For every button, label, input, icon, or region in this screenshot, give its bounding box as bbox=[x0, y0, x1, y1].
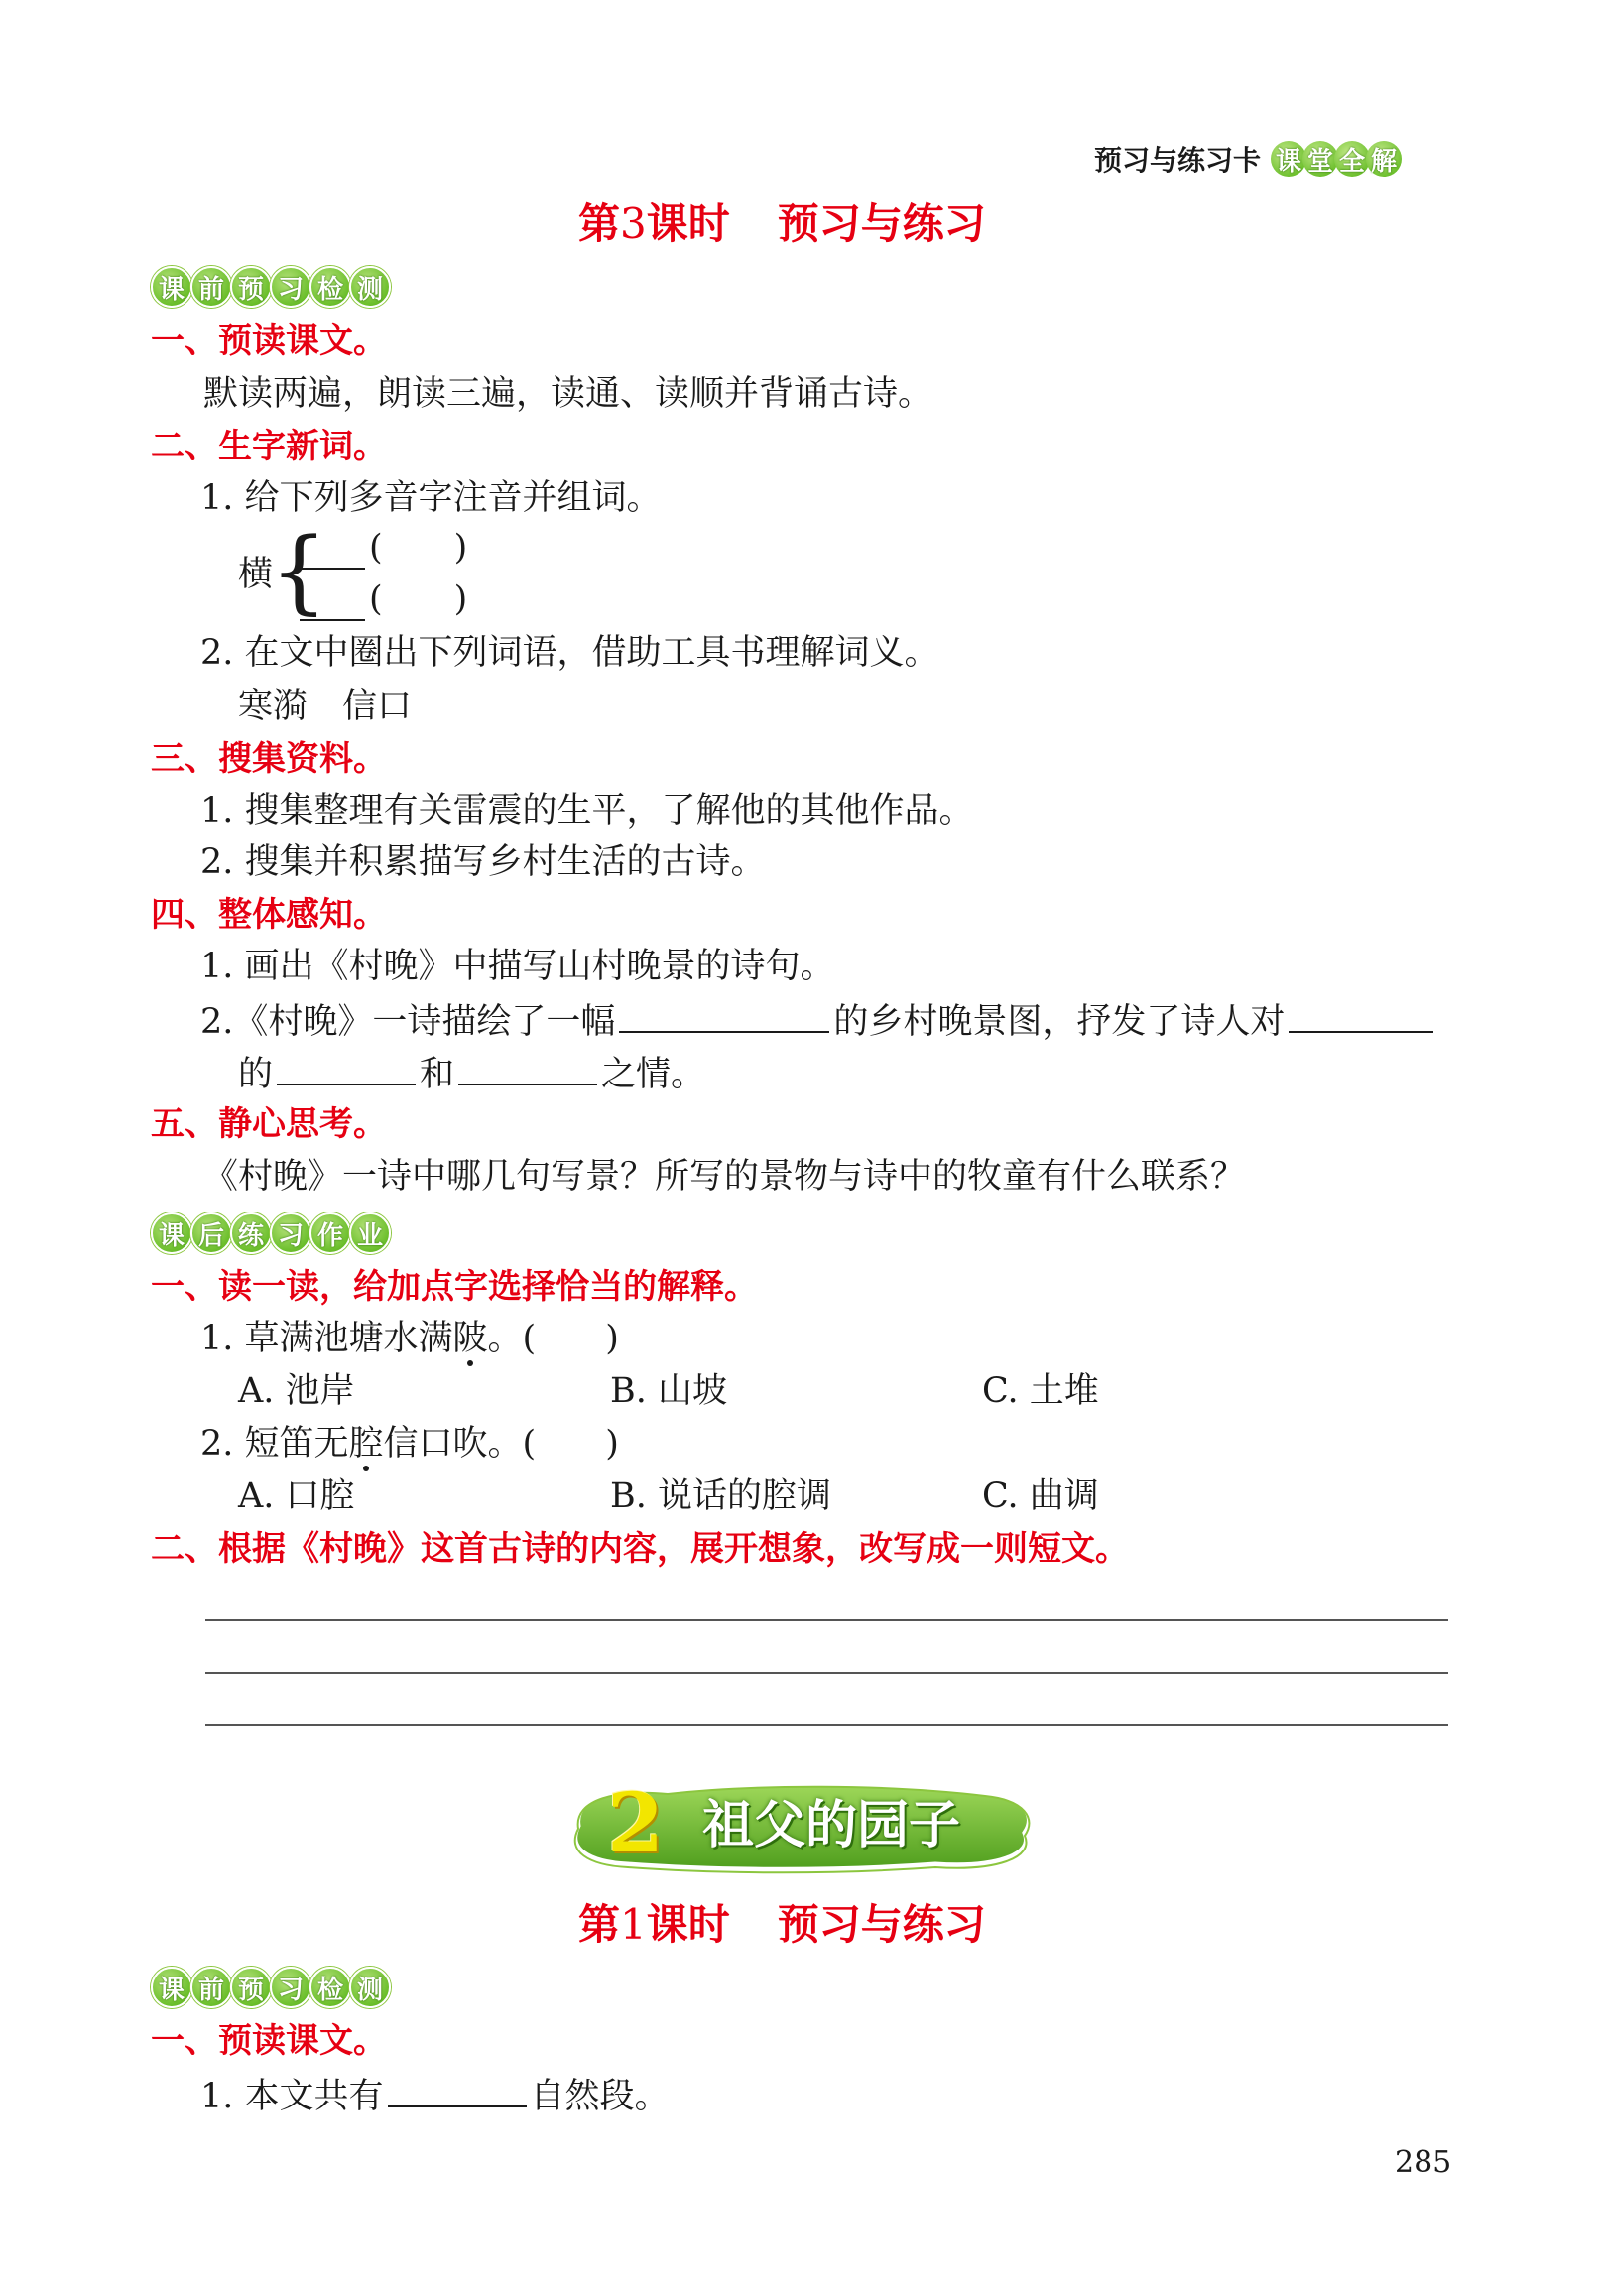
badge-char: 后 bbox=[190, 1212, 232, 1254]
badge-char: 习 bbox=[270, 266, 311, 308]
hw-option: A. 口腔 bbox=[238, 1476, 355, 1516]
badge-char: 课 bbox=[151, 1967, 192, 2008]
badge-char: 预 bbox=[230, 266, 272, 308]
header-badge bbox=[1271, 141, 1398, 177]
q1-heading: 一、预读课文。 bbox=[151, 321, 387, 361]
dotted-char: 陂 bbox=[452, 1319, 488, 1358]
q4-item-2-line-1 bbox=[200, 997, 1437, 1044]
q3-item-1: 1. 搜集整理有关雷震的生平，了解他的其他作品。 bbox=[200, 791, 974, 830]
badge-char: 检 bbox=[309, 1967, 351, 2008]
header-badge-char: 堂 bbox=[1302, 141, 1338, 177]
answer-blank[interactable] bbox=[277, 1050, 416, 1085]
hw-item-1 bbox=[200, 1317, 619, 1360]
q4-text-e: 之情。 bbox=[601, 1055, 706, 1094]
writing-line[interactable] bbox=[205, 1619, 1448, 1621]
paren-close: ) bbox=[453, 579, 468, 619]
writing-line[interactable] bbox=[205, 1724, 1448, 1726]
polyphone-line-1 bbox=[296, 526, 467, 570]
subtitle-post: 课时 bbox=[646, 1900, 730, 1949]
badge-char: 测 bbox=[349, 266, 391, 308]
page-number: 285 bbox=[1395, 2145, 1452, 2180]
q4-text-a: 2.《村晚》一诗描绘了一幅 bbox=[200, 1002, 616, 1042]
q2-item-1: 1. 给下列多音字注音并组词。 bbox=[200, 478, 662, 518]
lesson-number: 2 bbox=[607, 1776, 665, 1871]
hw-item-1-post: 。( ) bbox=[487, 1319, 619, 1358]
q2-item-2: 2. 在文中圈出下列词语，借助工具书理解词义。 bbox=[200, 633, 939, 673]
running-header bbox=[1094, 139, 1398, 179]
badge-char: 练 bbox=[230, 1212, 272, 1254]
dotted-char: 腔 bbox=[348, 1424, 384, 1464]
answer-blank[interactable] bbox=[619, 997, 829, 1033]
preview-badge bbox=[151, 266, 389, 308]
hw-item-2-pre: 2. 短笛无 bbox=[200, 1424, 349, 1464]
q4-text-b: 的乡村晚景图，抒发了诗人对 bbox=[833, 1002, 1286, 1042]
subtitle-num: 1 bbox=[620, 1900, 647, 1949]
polyphone-line-2 bbox=[296, 577, 467, 621]
badge-char: 预 bbox=[230, 1967, 272, 2008]
hw-option: B. 说话的腔调 bbox=[610, 1476, 831, 1516]
title-right: 预习与练习 bbox=[777, 199, 986, 248]
hw-heading-2: 二、根据《村晚》这首古诗的内容，展开想象，改写成一则短文。 bbox=[151, 1529, 1129, 1569]
badge-char: 检 bbox=[309, 266, 351, 308]
polyphone-char: 横 bbox=[238, 555, 274, 594]
answer-blank[interactable] bbox=[458, 1050, 597, 1085]
q4-item-2-line-2 bbox=[238, 1050, 705, 1096]
lesson2-q1-text-b: 自然段。 bbox=[530, 2077, 670, 2116]
header-text: 预习与练习卡 bbox=[1094, 144, 1262, 177]
header-badge-char: 解 bbox=[1366, 141, 1402, 177]
lesson2-q1-heading: 一、预读课文。 bbox=[151, 2021, 387, 2061]
lesson-title: 祖父的园子 bbox=[702, 1796, 961, 1855]
q1-text: 默读两遍，朗读三遍，读通、读顺并背诵古诗。 bbox=[203, 374, 933, 414]
badge-char: 习 bbox=[270, 1967, 311, 2008]
section-title bbox=[578, 198, 986, 250]
subtitle-right: 预习与练习 bbox=[777, 1900, 986, 1949]
q4-item-1: 1. 画出《村晚》中描写山村晚景的诗句。 bbox=[200, 947, 835, 986]
header-badge-char: 课 bbox=[1271, 141, 1306, 177]
answer-blank[interactable] bbox=[1289, 997, 1433, 1033]
hw-heading-1: 一、读一读，给加点字选择恰当的解释。 bbox=[151, 1267, 758, 1307]
paren-close: ) bbox=[453, 528, 468, 568]
hw-option: C. 土堆 bbox=[982, 1371, 1099, 1411]
badge-char: 课 bbox=[151, 266, 192, 308]
answer-blank[interactable] bbox=[388, 2072, 527, 2107]
q2-words: 寒漪 信口 bbox=[238, 687, 413, 726]
q4-text-c: 的 bbox=[238, 1055, 274, 1094]
paren-open: ( bbox=[369, 528, 383, 568]
q3-heading: 三、搜集资料。 bbox=[151, 739, 387, 779]
title-num: 3 bbox=[620, 199, 647, 248]
badge-char: 前 bbox=[190, 1967, 232, 2008]
badge-char: 业 bbox=[349, 1212, 391, 1254]
badge-char: 前 bbox=[190, 266, 232, 308]
subtitle-pre: 第 bbox=[578, 1900, 621, 1949]
preview-badge bbox=[151, 1967, 389, 2008]
writing-line[interactable] bbox=[205, 1672, 1448, 1674]
lesson2-q1-item-1 bbox=[200, 2072, 670, 2118]
q5-text: 《村晚》一诗中哪几句写景？所写的景物与诗中的牧童有什么联系？ bbox=[203, 1157, 1246, 1197]
hw-option: B. 山坡 bbox=[610, 1371, 727, 1411]
hw-item-2-post: 信口吹。( ) bbox=[383, 1424, 619, 1464]
q5-heading: 五、静心思考。 bbox=[151, 1104, 387, 1144]
badge-char: 作 bbox=[309, 1212, 351, 1254]
q4-heading: 四、整体感知。 bbox=[151, 895, 387, 935]
hw-option: A. 池岸 bbox=[238, 1371, 355, 1411]
q2-heading: 二、生字新词。 bbox=[151, 427, 387, 466]
homework-badge bbox=[151, 1212, 389, 1254]
title-post: 课时 bbox=[646, 199, 730, 248]
badge-char: 测 bbox=[349, 1967, 391, 2008]
paren-open: ( bbox=[369, 579, 383, 619]
lesson2-subtitle bbox=[578, 1899, 986, 1951]
hw-option: C. 曲调 bbox=[982, 1476, 1099, 1516]
lesson2-q1-text-a: 1. 本文共有 bbox=[200, 2077, 384, 2116]
brace: { bbox=[270, 518, 328, 624]
q3-item-2: 2. 搜集并积累描写乡村生活的古诗。 bbox=[200, 842, 766, 882]
hw-item-2 bbox=[200, 1422, 619, 1466]
header-badge-char: 全 bbox=[1334, 141, 1370, 177]
badge-char: 课 bbox=[151, 1212, 192, 1254]
hw-item-1-pre: 1. 草满池塘水满 bbox=[200, 1319, 453, 1358]
badge-char: 习 bbox=[270, 1212, 311, 1254]
q4-text-d: 和 bbox=[420, 1055, 455, 1094]
title-pre: 第 bbox=[578, 199, 621, 248]
